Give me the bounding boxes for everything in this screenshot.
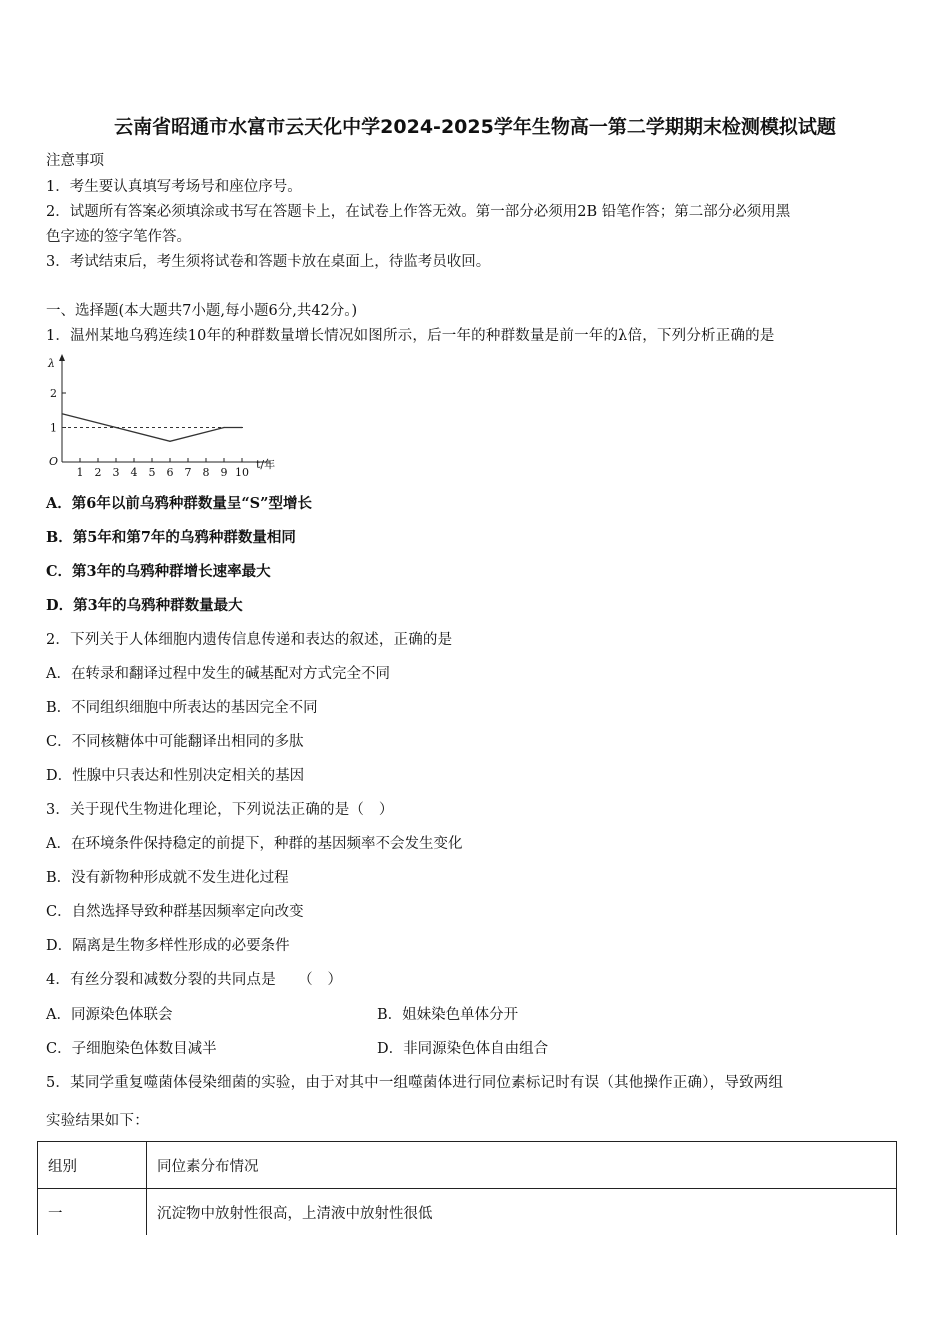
page-bottom-blank	[0, 1235, 950, 1344]
x-tick-label: 3	[112, 466, 120, 479]
series-point	[115, 427, 116, 428]
q1-option-a[interactable]: A．第6年以前乌鸦种群数量呈“S”型增长	[46, 495, 312, 512]
lambda-chart	[42, 350, 282, 480]
q4-option-a[interactable]: A．同源染色体联会	[46, 1007, 173, 1023]
q3-option-b[interactable]: B．没有新物种形成就不发生进化过程	[46, 870, 289, 886]
q2-option-b[interactable]: B．不同组织细胞中所表达的基因完全不同	[46, 700, 318, 716]
q2-option-a[interactable]: A．在转录和翻译过程中发生的碱基配对方式完全不同	[46, 666, 390, 682]
chart-axes	[59, 354, 270, 462]
notice-item: 色字迹的签字笔作答。	[46, 229, 191, 245]
x-tick-label: 4	[130, 466, 138, 479]
question-4-stem: 4．有丝分裂和减数分裂的共同点是 （ ）	[46, 972, 343, 988]
x-tick-label: 9	[220, 466, 228, 479]
x-tick-label: 10	[235, 466, 249, 479]
question-2-stem: 2．下列关于人体细胞内遗传信息传递和表达的叙述，正确的是	[46, 632, 453, 648]
series-point	[61, 413, 62, 414]
notice-heading: 注意事项	[46, 153, 104, 169]
q4-option-b[interactable]: B．姐妹染色单体分开	[377, 1007, 519, 1023]
results-table	[37, 1141, 897, 1236]
series-point	[241, 427, 242, 428]
notice-item: 1．考生要认真填写考场号和座位序号。	[46, 179, 302, 195]
x-tick-label: 1	[76, 466, 84, 479]
q1-option-d[interactable]: D．第3年的乌鸦种群数量最大	[46, 597, 243, 614]
q1-option-c[interactable]: C．第3年的乌鸦种群增长速率最大	[46, 563, 271, 580]
question-5-stem-cont: 实验结果如下：	[46, 1113, 149, 1129]
series-point	[223, 427, 224, 428]
origin-label: O	[49, 455, 59, 468]
y-axis-label: λ	[48, 357, 55, 370]
q2-option-d[interactable]: D．性腺中只表达和性别决定相关的基因	[46, 768, 305, 784]
x-axis-label: t/年	[256, 458, 276, 471]
notice-item: 2．试题所有答案必须填涂或书写在答题卡上，在试卷上作答无效。第一部分必须用2B 铅笔作答；第二部分必须用黑	[46, 204, 791, 220]
q1-option-b[interactable]: B．第5年和第7年的乌鸦种群数量相同	[46, 529, 296, 546]
q3-option-c[interactable]: C．自然选择导致种群基因频率定向改变	[46, 904, 304, 920]
y-tick-label: 2	[50, 387, 57, 400]
q2-option-c[interactable]: C．不同核糖体中可能翻译出相同的多肽	[46, 734, 304, 750]
y-tick-label: 1	[50, 421, 57, 435]
section-heading: 一、选择题(本大题共7小题,每小题6分,共42分。)	[46, 303, 358, 319]
table-header-row	[38, 1142, 897, 1189]
x-tick-label: 8	[202, 466, 210, 479]
x-tick-label: 5	[148, 466, 156, 479]
table-cell: 沉淀物中放射性很高，上清液中放射性很低	[147, 1189, 897, 1236]
question-1-stem: 1．温州某地乌鸦连续10年的种群数量增长情况如图所示，后一年的种群数量是前一年的λ倍，下列分析正确的是	[46, 328, 775, 344]
x-tick-label: 7	[184, 466, 192, 479]
x-tick-label: 2	[94, 466, 102, 479]
series-point	[169, 441, 170, 442]
table-row	[38, 1189, 897, 1236]
notice-item: 3．考试结束后，考生须将试卷和答题卡放在桌面上，待监考员收回。	[46, 254, 491, 270]
table-header-cell: 组别	[38, 1142, 147, 1189]
question-5-stem: 5．某同学重复噬菌体侵染细菌的实验，由于对其中一组噬菌体进行同位素标记时有误（其他操作正确），导致两组	[46, 1075, 784, 1091]
q4-option-c[interactable]: C．子细胞染色体数目减半	[46, 1041, 217, 1057]
q4-option-d[interactable]: D．非同源染色体自由组合	[377, 1041, 549, 1057]
x-tick-label: 6	[166, 466, 174, 479]
q3-option-a[interactable]: A．在环境条件保持稳定的前提下，种群的基因频率不会发生变化	[46, 836, 463, 852]
table-header-cell: 同位素分布情况	[147, 1142, 897, 1189]
page-title: 云南省昭通市水富市云天化中学2024-2025学年生物高一第二学期期末检测模拟试题	[114, 116, 836, 138]
y-axis-arrow	[59, 354, 65, 361]
question-3-stem: 3．关于现代生物进化理论，下列说法正确的是（ ）	[46, 802, 394, 818]
q3-option-d[interactable]: D．隔离是生物多样性形成的必要条件	[46, 938, 290, 954]
table-cell: 一	[38, 1189, 147, 1236]
